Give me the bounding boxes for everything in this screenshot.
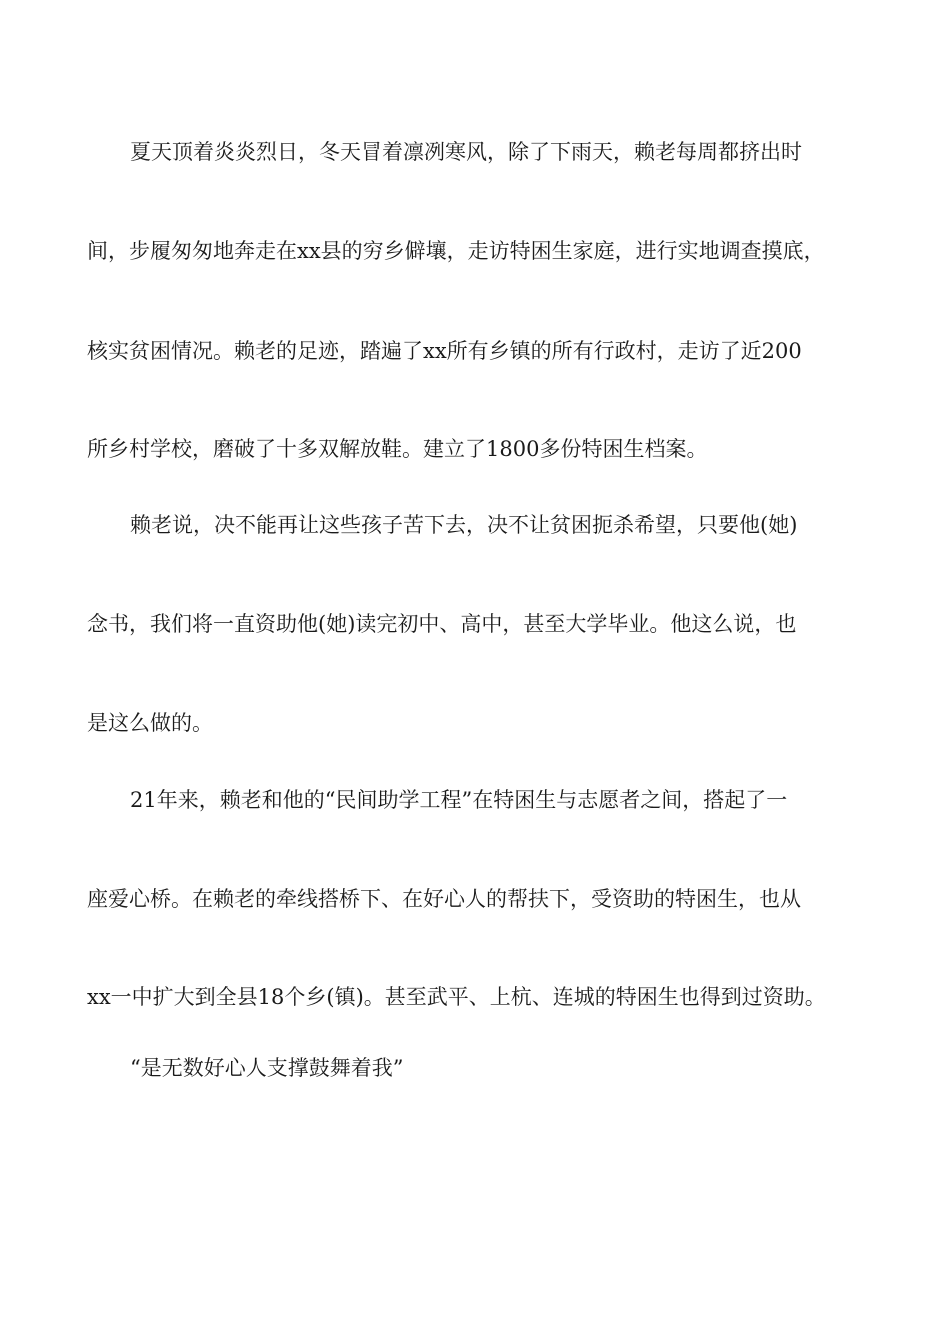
paragraph-3-line-3: xx一中扩大到全县18个乡(镇)。甚至武平、上杭、连城的特困生也得到过资助。: [87, 985, 826, 1009]
section-heading: “是无数好心人支撑鼓舞着我”: [130, 1056, 404, 1080]
paragraph-2-line-1: 赖老说，决不能再让这些孩子苦下去，决不让贫困扼杀希望，只要他(她): [130, 513, 798, 537]
paragraph-2-line-3: 是这么做的。: [87, 711, 213, 735]
paragraph-3-line-2: 座爱心桥。在赖老的牵线搭桥下、在好心人的帮扶下，受资助的特困生，也从: [87, 887, 801, 911]
paragraph-1-line-4: 所乡村学校，磨破了十多双解放鞋。建立了1800多份特困生档案。: [87, 437, 708, 461]
paragraph-1-line-3: 核实贫困情况。赖老的足迹，踏遍了xx所有乡镇的所有行政村，走访了近200: [87, 339, 802, 363]
paragraph-1-line-1: 夏天顶着炎炎烈日，冬天冒着凛冽寒风，除了下雨天，赖老每周都挤出时: [130, 140, 802, 164]
paragraph-1-line-2: 间，步履匆匆地奔走在xx县的穷乡僻壤，走访特困生家庭，进行实地调查摸底，: [87, 239, 825, 263]
paragraph-3-line-1: 21年来，赖老和他的“民间助学工程”在特困生与志愿者之间，搭起了一: [130, 788, 788, 812]
paragraph-2-line-2: 念书，我们将一直资助他(她)读完初中、高中，甚至大学毕业。他这么说，也: [87, 612, 797, 636]
